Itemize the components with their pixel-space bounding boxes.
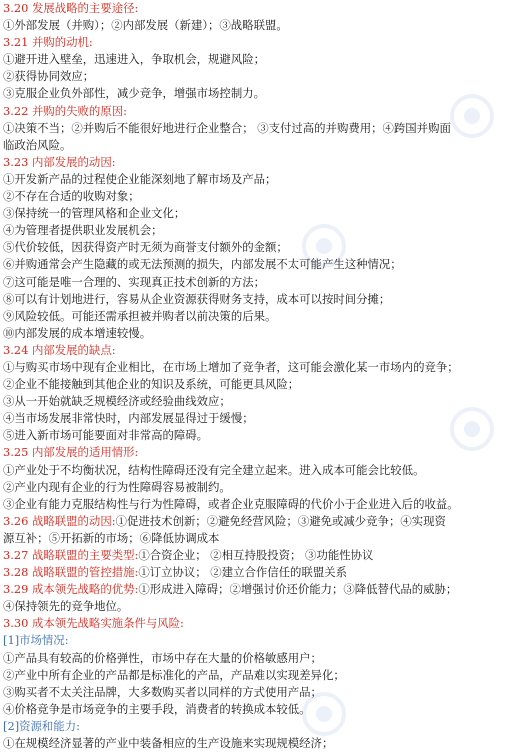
body-text-line: ③从一开始就缺乏规模经济或经验曲线效应；	[3, 394, 231, 409]
body-text-line: ①产业处于不均衡状况，结构性障碍还没有完全建立起来。进入成本可能会比较低。	[3, 462, 425, 477]
body-text-line: ④当市场发展非常快时，内部发展显得过于缓慢；	[3, 411, 254, 426]
body-text-line: ④为管理者提供职业发展机会；	[3, 223, 163, 238]
heading-with-text-line	[3, 581, 501, 598]
section-heading: 3.29 成本领先战略的优势:	[3, 582, 139, 597]
heading-with-text-line	[3, 513, 501, 530]
body-text-line: ⑤代价较低，因获得资产时无须为商誉支付额外的金额；	[3, 240, 288, 255]
body-text-line: ①在规模经济显著的产业中装备相应的生产设施来实现规模经济；	[3, 736, 334, 751]
body-text-line: ③克服企业负外部性，减少竞争，增强市场控制力。	[3, 86, 265, 101]
subsection-heading: [2]资源和能力:	[3, 718, 80, 733]
body-text-line: ⑩内部发展的成本增速较慢。	[3, 325, 152, 340]
body-text-line: 临政治风险。	[3, 137, 72, 152]
section-heading: 3.27 战略联盟的主要类型:	[3, 548, 139, 562]
body-text-line: ⑤进入新市场可能要面对非常高的障碍。	[3, 428, 209, 443]
body-text: ①订立协议； ②建立合作信任的联盟关系	[138, 565, 347, 580]
section-heading: 3.30 成本领先战略实施条件与风险:	[3, 616, 184, 631]
body-text-line: ①产品具有较高的价格弹性，市场中存在大量的价格敏感用户；	[3, 650, 322, 665]
body-text-line: ⑧可以有计划地进行，容易从企业资源获得财务支持，成本可以按时间分摊；	[3, 291, 391, 306]
heading-with-text-line	[3, 547, 501, 564]
body-text-line: ⑨风险较低。可能还需承担被并购者以前决策的后果。	[3, 308, 277, 323]
body-text-line: ①决策不当；②并购后不能很好地进行企业整合； ③支付过高的并购费用；④跨国并购面	[3, 120, 451, 135]
body-text-line: ②不存在合适的收购对象；	[3, 189, 140, 204]
heading-with-text-line	[3, 564, 501, 581]
body-text-line: ①与购买市场中现有企业相比，在市场上增加了竞争者，这可能会激化某一市场内的竞争；	[3, 359, 459, 374]
body-text-line: ②获得协同效应；	[3, 69, 95, 84]
body-text-line: ③企业有能力克服结构性与行为性障碍，或者企业克服障碍的代价小于企业进入后的收益。	[3, 496, 459, 511]
document-body	[3, 0, 501, 752]
section-heading: 3.22 并购的失败的原因:	[3, 103, 127, 118]
body-text-line: ①避开进入壁垒，迅速进入，争取机会，规避风险；	[3, 52, 265, 67]
body-text-line: ②企业不能接触到其他企业的知识及系统，可能更具风险；	[3, 377, 300, 392]
section-heading: 3.21 并购的动机:	[3, 35, 93, 50]
body-text-line: 源互补；⑤开拓新的市场；⑥降低协调成本	[3, 530, 220, 545]
body-text-line: ⑥并购通常会产生隐藏的或无法预测的损失，内部发展不太可能产生这种情况；	[3, 257, 402, 272]
body-text-line: ⑦这可能是唯一合理的、实现真正技术创新的方法；	[3, 274, 265, 289]
section-heading: 3.20 发展战略的主要途径:	[3, 1, 139, 15]
body-text-line: ③保持统一的管理风格和企业文化；	[3, 206, 186, 221]
body-text: ①合资企业； ②相互持股投资； ③功能性协议	[138, 548, 374, 562]
body-text-line: ③购买者不太关注品牌，大多数购买者以同样的方式使用产品；	[3, 684, 322, 699]
body-text: ①形成进入障碍；②增强讨价还价能力；③降低替代品的威胁；	[138, 582, 458, 597]
body-text-line: ①外部发展（并购）；②内部发展（新建）；③战略联盟。	[3, 18, 288, 33]
section-heading: 3.28 战略联盟的管控措施:	[3, 565, 139, 580]
body-text-line: ①开发新产品的过程使企业能深刻地了解市场及产品；	[3, 171, 277, 186]
body-text-line: ②产业内现有企业的行为性障碍容易被制约。	[3, 479, 231, 494]
section-heading: 3.24 内部发展的缺点:	[3, 342, 116, 357]
body-text: ①促进技术创新；②避免经营风险；③避免或减少竞争；④实现资	[115, 513, 446, 528]
section-heading: 3.26 战略联盟的动因:	[3, 513, 116, 528]
body-text-line: ②产业中所有企业的产品都是标准化的产品，产品难以实现差异化；	[3, 667, 345, 682]
subsection-heading: [1]市场情况:	[3, 633, 69, 648]
body-text-line: ④价格竞争是市场竞争的主要手段，消费者的转换成本较低。	[3, 701, 311, 716]
section-heading: 3.25 内部发展的适用情形:	[3, 445, 139, 460]
section-heading: 3.23 内部发展的动因:	[3, 154, 116, 169]
body-text-line: ④保持领先的竞争地位。	[3, 599, 129, 614]
